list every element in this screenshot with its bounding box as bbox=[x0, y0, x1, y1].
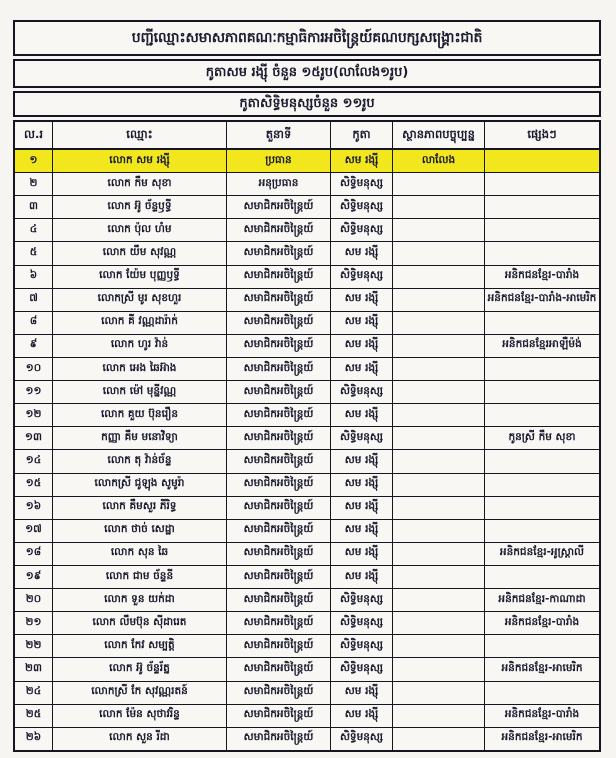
table-header-row bbox=[15, 122, 599, 150]
cell-name: លោក ហូរ វ៉ាន់ bbox=[53, 335, 227, 357]
cell-other bbox=[485, 358, 599, 380]
cell-no: ១៧ bbox=[15, 520, 53, 542]
cell-quota: សម រង្ស៊ី bbox=[331, 520, 393, 542]
cell-no: ៨ bbox=[15, 312, 53, 334]
cell-name: លោក ទួន យក់ដា bbox=[53, 589, 227, 611]
subtitle-sam-rainsy-quota: កូតាសម រង្ស៊ី ចំនួន ១៥រូប(លាលែង១រូប) bbox=[13, 59, 601, 88]
table-row bbox=[15, 266, 599, 289]
column-header-position: តួនាទី bbox=[227, 122, 331, 148]
table-row bbox=[15, 497, 599, 520]
cell-name: លោក ប៉ុល ហំម bbox=[53, 219, 227, 241]
cell-quota: សម រង្ស៊ី bbox=[331, 705, 393, 727]
table-row bbox=[15, 404, 599, 427]
cell-no: ១៤ bbox=[15, 450, 53, 472]
cell-position: សមាជិកអចិន្ត្រៃយ៍ bbox=[227, 219, 331, 241]
document-title: បញ្ជីឈ្មោះសមាសភាពគណៈកម្មាធិការអចិន្ត្រៃយ៍គណបក្សសង្គ្រោះជាតិ bbox=[13, 20, 601, 56]
cell-quota: សិទ្ធិមនុស្ស bbox=[331, 381, 393, 403]
cell-no: ២ bbox=[15, 173, 53, 195]
cell-quota: សម រង្ស៊ី bbox=[331, 150, 393, 172]
cell-name: លោក គី វណ្ណដារ៉ាក់ bbox=[53, 312, 227, 334]
cell-no: ១៥ bbox=[15, 474, 53, 496]
cell-status bbox=[393, 196, 485, 218]
cell-name: លោកស្រី មូរ សុខហួរ bbox=[53, 289, 227, 311]
cell-status bbox=[393, 358, 485, 380]
subtitle-human-rights-quota: កូតាសិទ្ធិមនុស្សចំនួន ១១រូប bbox=[13, 91, 601, 117]
cell-no: ២០ bbox=[15, 589, 53, 611]
cell-quota: សម រង្ស៊ី bbox=[331, 566, 393, 588]
column-header-no: ល.រ bbox=[15, 122, 53, 148]
cell-status bbox=[393, 612, 485, 634]
cell-quota: សិទ្ធិមនុស្ស bbox=[331, 658, 393, 680]
table-body bbox=[15, 150, 599, 750]
cell-quota: សិទ្ធិមនុស្ស bbox=[331, 266, 393, 288]
table-row bbox=[15, 543, 599, 566]
cell-status bbox=[393, 474, 485, 496]
cell-status bbox=[393, 335, 485, 357]
cell-position: សមាជិកអចិន្ត្រៃយ៍ bbox=[227, 450, 331, 472]
cell-name: លោក សួន រីដា bbox=[53, 728, 227, 750]
cell-quota: សម រង្ស៊ី bbox=[331, 242, 393, 264]
cell-position: សមាជិកអចិន្ត្រៃយ៍ bbox=[227, 242, 331, 264]
cell-quota: សម រង្ស៊ី bbox=[331, 474, 393, 496]
table-row bbox=[15, 450, 599, 473]
cell-other: អនិកជនខ្មែរ-អាមេរិក bbox=[501, 661, 583, 674]
cell-position: សមាជិកអចិន្ត្រៃយ៍ bbox=[227, 682, 331, 704]
cell-quota: សិទ្ធិមនុស្ស bbox=[331, 219, 393, 241]
cell-other: អនិកជនខ្មែរ-បារាំង-អាមេរិក bbox=[487, 292, 597, 305]
cell-status bbox=[393, 289, 485, 311]
cell-position: សមាជិកអចិន្ត្រៃយ៍ bbox=[227, 612, 331, 634]
cell-quota: សិទ្ធិមនុស្ស bbox=[331, 635, 393, 657]
cell-no: ៧ bbox=[15, 289, 53, 311]
cell-no: ២៣ bbox=[15, 658, 53, 680]
cell-other: អនិកជនខ្មែរ-អូស្ត្រាលី bbox=[499, 546, 585, 559]
table-row bbox=[15, 589, 599, 612]
cell-quota: សម រង្ស៊ី bbox=[331, 289, 393, 311]
cell-quota: សិទ្ធិមនុស្ស bbox=[331, 173, 393, 195]
cell-name: លោកស្រី កែ សុវណ្ណរតន៍ bbox=[53, 682, 227, 704]
cell-quota: សម រង្ស៊ី bbox=[331, 312, 393, 334]
cell-no: ២១ bbox=[15, 612, 53, 634]
table-row bbox=[15, 612, 599, 635]
cell-position: សមាជិកអចិន្ត្រៃយ៍ bbox=[227, 289, 331, 311]
table-row bbox=[15, 312, 599, 335]
cell-status bbox=[393, 566, 485, 588]
cell-no: ១៩ bbox=[15, 566, 53, 588]
cell-position: សមាជិកអចិន្ត្រៃយ៍ bbox=[227, 266, 331, 288]
document-page bbox=[13, 20, 601, 752]
cell-status bbox=[393, 450, 485, 472]
table-row bbox=[15, 381, 599, 404]
cell-no: ១២ bbox=[15, 404, 53, 426]
table-row bbox=[15, 242, 599, 265]
cell-position: សមាជិកអចិន្ត្រៃយ៍ bbox=[227, 728, 331, 750]
cell-no: ១៣ bbox=[15, 427, 53, 449]
cell-name: លោក កឹម សុខា bbox=[53, 173, 227, 195]
cell-status bbox=[393, 219, 485, 241]
cell-position: សមាជិកអចិន្ត្រៃយ៍ bbox=[227, 658, 331, 680]
cell-position: សមាជិកអចិន្ត្រៃយ៍ bbox=[227, 427, 331, 449]
cell-quota: សិទ្ធិមនុស្ស bbox=[331, 196, 393, 218]
cell-name: លោក លឹមប៊ុន ស៊ីដារេត bbox=[53, 612, 227, 634]
table-row bbox=[15, 358, 599, 381]
cell-no: ១ bbox=[15, 150, 53, 172]
cell-position: សមាជិកអចិន្ត្រៃយ៍ bbox=[227, 358, 331, 380]
cell-no: ២៦ bbox=[15, 728, 53, 750]
cell-other bbox=[485, 682, 599, 704]
cell-position: ប្រធាន bbox=[227, 150, 331, 172]
cell-other bbox=[485, 450, 599, 472]
cell-position: សមាជិកអចិន្ត្រៃយ៍ bbox=[227, 520, 331, 542]
table-row bbox=[15, 705, 599, 728]
table-row bbox=[15, 289, 599, 312]
cell-no: ៦ bbox=[15, 266, 53, 288]
cell-quota: សិទ្ធិមនុស្ស bbox=[331, 427, 393, 449]
cell-name: លោក គឹមសួរ ភីរិទ្ធ bbox=[53, 497, 227, 519]
cell-status bbox=[393, 242, 485, 264]
cell-status bbox=[393, 589, 485, 611]
cell-name: លោក កែវ សម្បត្តិ bbox=[53, 635, 227, 657]
cell-name: លោកស្រី ជូឡុង សូមូរ៉ា bbox=[53, 474, 227, 496]
table-row bbox=[15, 682, 599, 705]
cell-position: សមាជិកអចិន្ត្រៃយ៍ bbox=[227, 312, 331, 334]
cell-name: លោក ម៉ែន សុថាវរិន្ទ bbox=[53, 705, 227, 727]
table-row bbox=[15, 173, 599, 196]
cell-no: ៣ bbox=[15, 196, 53, 218]
cell-no: ៥ bbox=[15, 242, 53, 264]
table-row bbox=[15, 150, 599, 173]
cell-status bbox=[393, 705, 485, 727]
cell-other: អនិកជនខ្មែរ-បារាំង bbox=[504, 269, 580, 282]
cell-no: ២២ bbox=[15, 635, 53, 657]
cell-position: សមាជិកអចិន្ត្រៃយ៍ bbox=[227, 497, 331, 519]
cell-position: សមាជិកអចិន្ត្រៃយ៍ bbox=[227, 705, 331, 727]
cell-quota: សិទ្ធិមនុស្ស bbox=[331, 728, 393, 750]
cell-quota: សម រង្ស៊ី bbox=[331, 335, 393, 357]
cell-position: អនុប្រធាន bbox=[227, 173, 331, 195]
cell-status bbox=[393, 312, 485, 334]
cell-quota: សម រង្ស៊ី bbox=[331, 404, 393, 426]
cell-position: សមាជិកអចិន្ត្រៃយ៍ bbox=[227, 635, 331, 657]
cell-status: លាលែង bbox=[393, 150, 485, 172]
cell-no: ១០ bbox=[15, 358, 53, 380]
cell-other bbox=[485, 635, 599, 657]
cell-no: ១៨ bbox=[15, 543, 53, 565]
cell-other bbox=[485, 312, 599, 334]
table-row bbox=[15, 520, 599, 543]
column-header-other: ផ្សេងៗ bbox=[527, 126, 557, 141]
cell-quota: សម រង្ស៊ី bbox=[331, 543, 393, 565]
cell-name: លោក អេង ឆៃអ៊ាង bbox=[53, 358, 227, 380]
table-row bbox=[15, 474, 599, 497]
cell-other bbox=[485, 196, 599, 218]
cell-other: អនិកជនខ្មែរអាឡឺម៉ង់ bbox=[502, 338, 582, 351]
cell-quota: សម រង្ស៊ី bbox=[331, 497, 393, 519]
column-header-quota: កូតា bbox=[331, 122, 393, 148]
cell-status bbox=[393, 728, 485, 750]
cell-quota: សិទ្ធិមនុស្ស bbox=[331, 589, 393, 611]
cell-quota: សម រង្ស៊ី bbox=[331, 450, 393, 472]
table-row bbox=[15, 196, 599, 219]
cell-other bbox=[485, 173, 599, 195]
members-table bbox=[13, 120, 601, 752]
cell-position: សមាជិកអចិន្ត្រៃយ៍ bbox=[227, 543, 331, 565]
cell-name: លោក តុ វ៉ាន់ច័ន្ទ bbox=[53, 450, 227, 472]
cell-other: អនិកជនខ្មែរ-បារាំង bbox=[504, 615, 580, 628]
cell-other bbox=[485, 520, 599, 542]
cell-quota: សម រង្ស៊ី bbox=[331, 358, 393, 380]
cell-name: លោក យឹម សុវណ្ណ bbox=[53, 242, 227, 264]
cell-other bbox=[485, 381, 599, 403]
cell-other bbox=[485, 497, 599, 519]
cell-position: សមាជិកអចិន្ត្រៃយ៍ bbox=[227, 381, 331, 403]
cell-position: សមាជិកអចិន្ត្រៃយ៍ bbox=[227, 474, 331, 496]
cell-name: លោក អ៊ូ ច័ន្ទឫទ្ធី bbox=[53, 196, 227, 218]
cell-status bbox=[393, 427, 485, 449]
cell-status bbox=[393, 497, 485, 519]
cell-position: សមាជិកអចិន្ត្រៃយ៍ bbox=[227, 335, 331, 357]
cell-name: លោក សុន ឆៃ bbox=[53, 543, 227, 565]
cell-status bbox=[393, 658, 485, 680]
table-row bbox=[15, 728, 599, 750]
cell-other: អនិកជនខ្មែរ-អាមេរិក bbox=[501, 731, 583, 744]
cell-name: លោក គួយ ប៊ុនរឿន bbox=[53, 404, 227, 426]
table-row bbox=[15, 335, 599, 358]
cell-other bbox=[485, 219, 599, 241]
cell-name: លោក សម រង្ស៊ី bbox=[53, 150, 227, 172]
table-row bbox=[15, 658, 599, 681]
cell-other bbox=[485, 150, 599, 172]
cell-other bbox=[485, 242, 599, 264]
cell-quota: សិទ្ធិមនុស្ស bbox=[331, 612, 393, 634]
cell-status bbox=[393, 520, 485, 542]
cell-name: លោក ថាច់ សេដ្ឋា bbox=[53, 520, 227, 542]
cell-quota: សម រង្ស៊ី bbox=[331, 682, 393, 704]
cell-status bbox=[393, 682, 485, 704]
cell-name: លោក ម៉ៅ មុន្នីវណ្ណ bbox=[53, 381, 227, 403]
table-row bbox=[15, 427, 599, 450]
cell-no: ២៥ bbox=[15, 705, 53, 727]
cell-other bbox=[485, 404, 599, 426]
cell-name: កញ្ញា គឹម មនោវិទ្យា bbox=[53, 427, 227, 449]
cell-position: សមាជិកអចិន្ត្រៃយ៍ bbox=[227, 566, 331, 588]
cell-position: សមាជិកអចិន្ត្រៃយ៍ bbox=[227, 404, 331, 426]
cell-status bbox=[393, 543, 485, 565]
table-row bbox=[15, 566, 599, 589]
cell-status bbox=[393, 404, 485, 426]
cell-name: លោក អ៊ូ ច័ន្ទរ័ត្ន bbox=[53, 658, 227, 680]
cell-other bbox=[485, 566, 599, 588]
table-row bbox=[15, 219, 599, 242]
cell-no: ៤ bbox=[15, 219, 53, 241]
table-row bbox=[15, 635, 599, 658]
cell-status bbox=[393, 381, 485, 403]
cell-status bbox=[393, 173, 485, 195]
cell-position: សមាជិកអចិន្ត្រៃយ៍ bbox=[227, 589, 331, 611]
cell-other bbox=[485, 474, 599, 496]
cell-no: ៩ bbox=[15, 335, 53, 357]
cell-no: ២៤ bbox=[15, 682, 53, 704]
column-header-name: ឈ្មោះ bbox=[53, 122, 227, 148]
cell-other: កូនស្រី កឹម សុខា bbox=[508, 430, 576, 443]
cell-name: លោក ជាម ច័ន្ទនី bbox=[53, 566, 227, 588]
column-header-status: ស្ថានភាពបច្ចុប្បន្ន bbox=[393, 122, 485, 148]
cell-no: ១១ bbox=[15, 381, 53, 403]
cell-position: សមាជិកអចិន្ត្រៃយ៍ bbox=[227, 196, 331, 218]
cell-other: អនិកជនខ្មែរ-កាណាដា bbox=[498, 592, 586, 605]
cell-other: អនិកជនខ្មែរ-បារាំង bbox=[504, 708, 580, 721]
cell-name: លោក យ៉ែម បុញ្ញឫទ្ធី bbox=[53, 266, 227, 288]
cell-no: ១៦ bbox=[15, 497, 53, 519]
cell-status bbox=[393, 635, 485, 657]
cell-status bbox=[393, 266, 485, 288]
